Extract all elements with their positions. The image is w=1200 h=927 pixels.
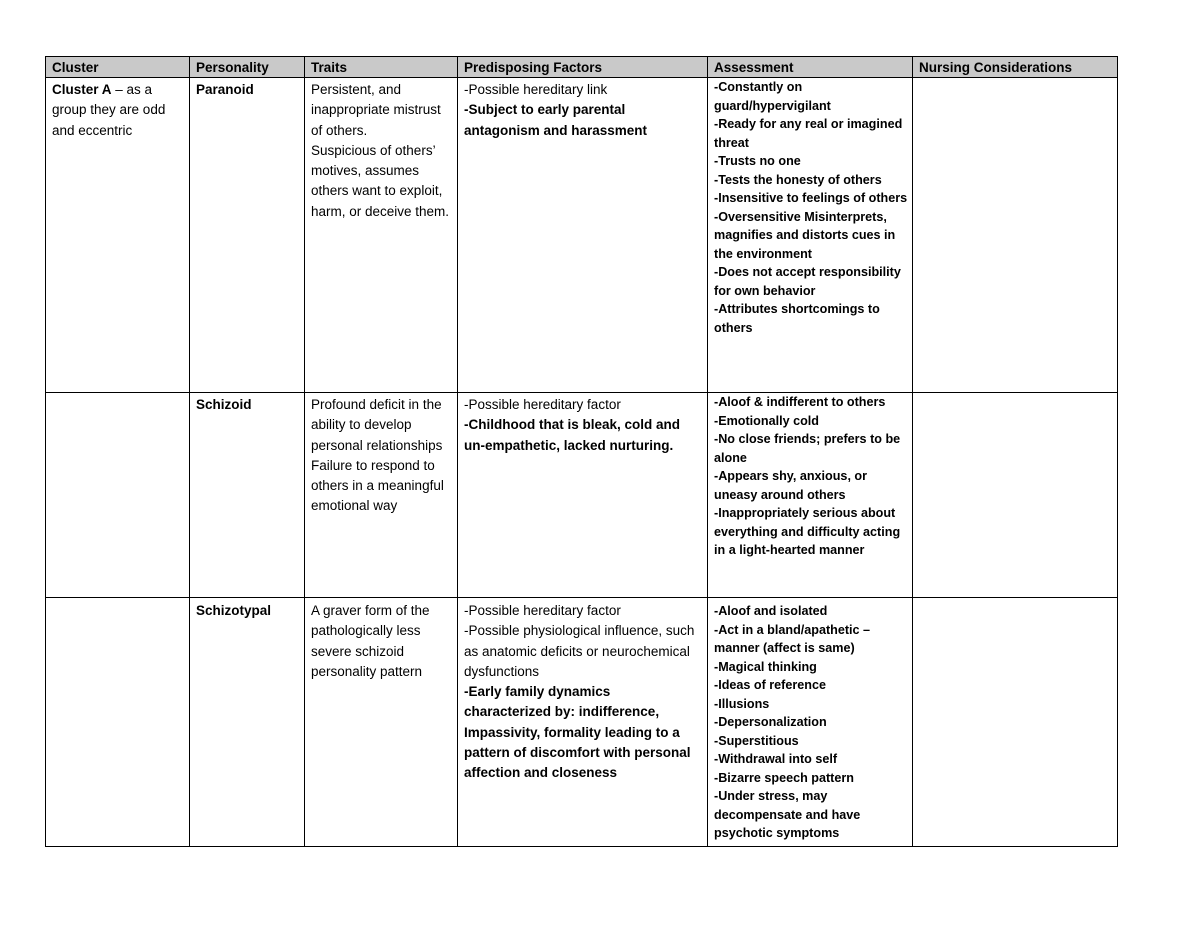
assessment-item: -Constantly on guard/hypervigilant (714, 80, 831, 113)
assessment-cell (708, 393, 913, 598)
assessment-item: -Withdrawal into self (714, 752, 838, 766)
header-cluster: Cluster (46, 57, 190, 78)
header-assessment: Assessment (708, 57, 913, 78)
factors-cell (458, 393, 708, 598)
cluster-cell (46, 393, 190, 598)
assessment-item: -Superstitious (714, 733, 799, 748)
table-row (46, 393, 1118, 598)
assessment-item: -Aloof & indifferent to others (714, 395, 886, 409)
assessment-item: -Ideas of reference (714, 678, 826, 692)
cluster-cell (46, 78, 190, 393)
assessment-item: -Oversensitive Misinterprets, magnifies and distorts cues in the environment (714, 209, 896, 261)
assessment-item: -Appears shy, anxious, or uneasy around others (714, 469, 868, 502)
assessment-cell (708, 598, 913, 847)
assessment-item: -Depersonalization (714, 715, 827, 729)
trait-line: A graver form of the pathologically less severe schizoid personality pattern (311, 603, 430, 679)
assessment-item: -Act in a bland/apathetic – manner (affect is same) (714, 622, 871, 655)
factor-line: -Possible hereditary link (464, 82, 608, 97)
nursing-cell (913, 598, 1118, 847)
assessment-item: -Inappropriately serious about everything and difficulty acting in a light-hearted manner (714, 506, 901, 557)
nursing-cell (913, 78, 1118, 393)
assessment-item: -Under stress, may decompensate and have psychotic symptoms (714, 789, 861, 840)
assessment-item: -Attributes shortcomings to others (714, 302, 880, 335)
assessment-item: -Emotionally cold (714, 413, 819, 428)
personality-cell: Paranoid (190, 78, 305, 393)
factor-line-bold: -Childhood that is bleak, cold and un-empathetic, lacked nurturing. (464, 417, 681, 453)
personality-cell: Schizoid (190, 393, 305, 598)
assessment-item: -Does not accept responsibility for own behavior (714, 265, 901, 298)
personality-cell: Schizotypal (190, 598, 305, 847)
factor-line-bold: -Early family dynamics characterized by: indifference, Impassivity, formality leading to a pattern of discomfort with personal affection and closeness (464, 684, 691, 781)
nursing-cell (913, 393, 1118, 598)
header-predisposing-factors: Predisposing Factors (458, 57, 708, 78)
header-traits: Traits (305, 57, 458, 78)
traits-cell (305, 78, 458, 393)
table-row (46, 78, 1118, 393)
header-personality: Personality (190, 57, 305, 78)
cluster-description: – as a group they are odd and eccentric (52, 82, 166, 138)
factor-line: -Possible physiological influence, such as anatomic deficits or neurochemical dysfunctions (464, 623, 695, 679)
assessment-item: -Insensitive to feelings of others (714, 191, 908, 205)
assessment-cell (708, 78, 913, 393)
header-nursing-considerations: Nursing Considerations (913, 57, 1118, 78)
assessment-item: -Magical thinking (714, 659, 817, 674)
cluster-cell (46, 598, 190, 847)
factor-line: -Possible hereditary factor (464, 603, 621, 618)
assessment-item: -Aloof and isolated (714, 604, 828, 618)
traits-cell (305, 393, 458, 598)
assessment-item: -Ready for any real or imagined threat (714, 117, 903, 150)
assessment-item: -No close friends; prefers to be alone (714, 432, 901, 465)
assessment-item: -Illusions (714, 696, 770, 711)
table-row (46, 598, 1118, 847)
trait-line: Persistent, and inappropriate mistrust of others. (311, 82, 441, 138)
personality-disorders-table (45, 56, 1118, 847)
cluster-name: Cluster A (52, 82, 112, 97)
assessment-item: -Trusts no one (714, 154, 801, 168)
factor-line: -Possible hereditary factor (464, 397, 621, 412)
header-row (46, 57, 1118, 78)
trait-line: Failure to respond to others in a meaningful emotional way (311, 457, 444, 514)
factor-line-bold: -Subject to early parental antagonism and harassment (464, 102, 648, 138)
traits-cell (305, 598, 458, 847)
trait-line: Profound deficit in the ability to develop personal relationships (311, 397, 443, 453)
assessment-item: -Bizarre speech pattern (714, 770, 854, 785)
factors-cell (458, 598, 708, 847)
factors-cell (458, 78, 708, 393)
trait-line: Suspicious of others’ motives, assumes others want to exploit, harm, or deceive them. (311, 142, 450, 219)
assessment-item: -Tests the honesty of others (714, 172, 882, 187)
